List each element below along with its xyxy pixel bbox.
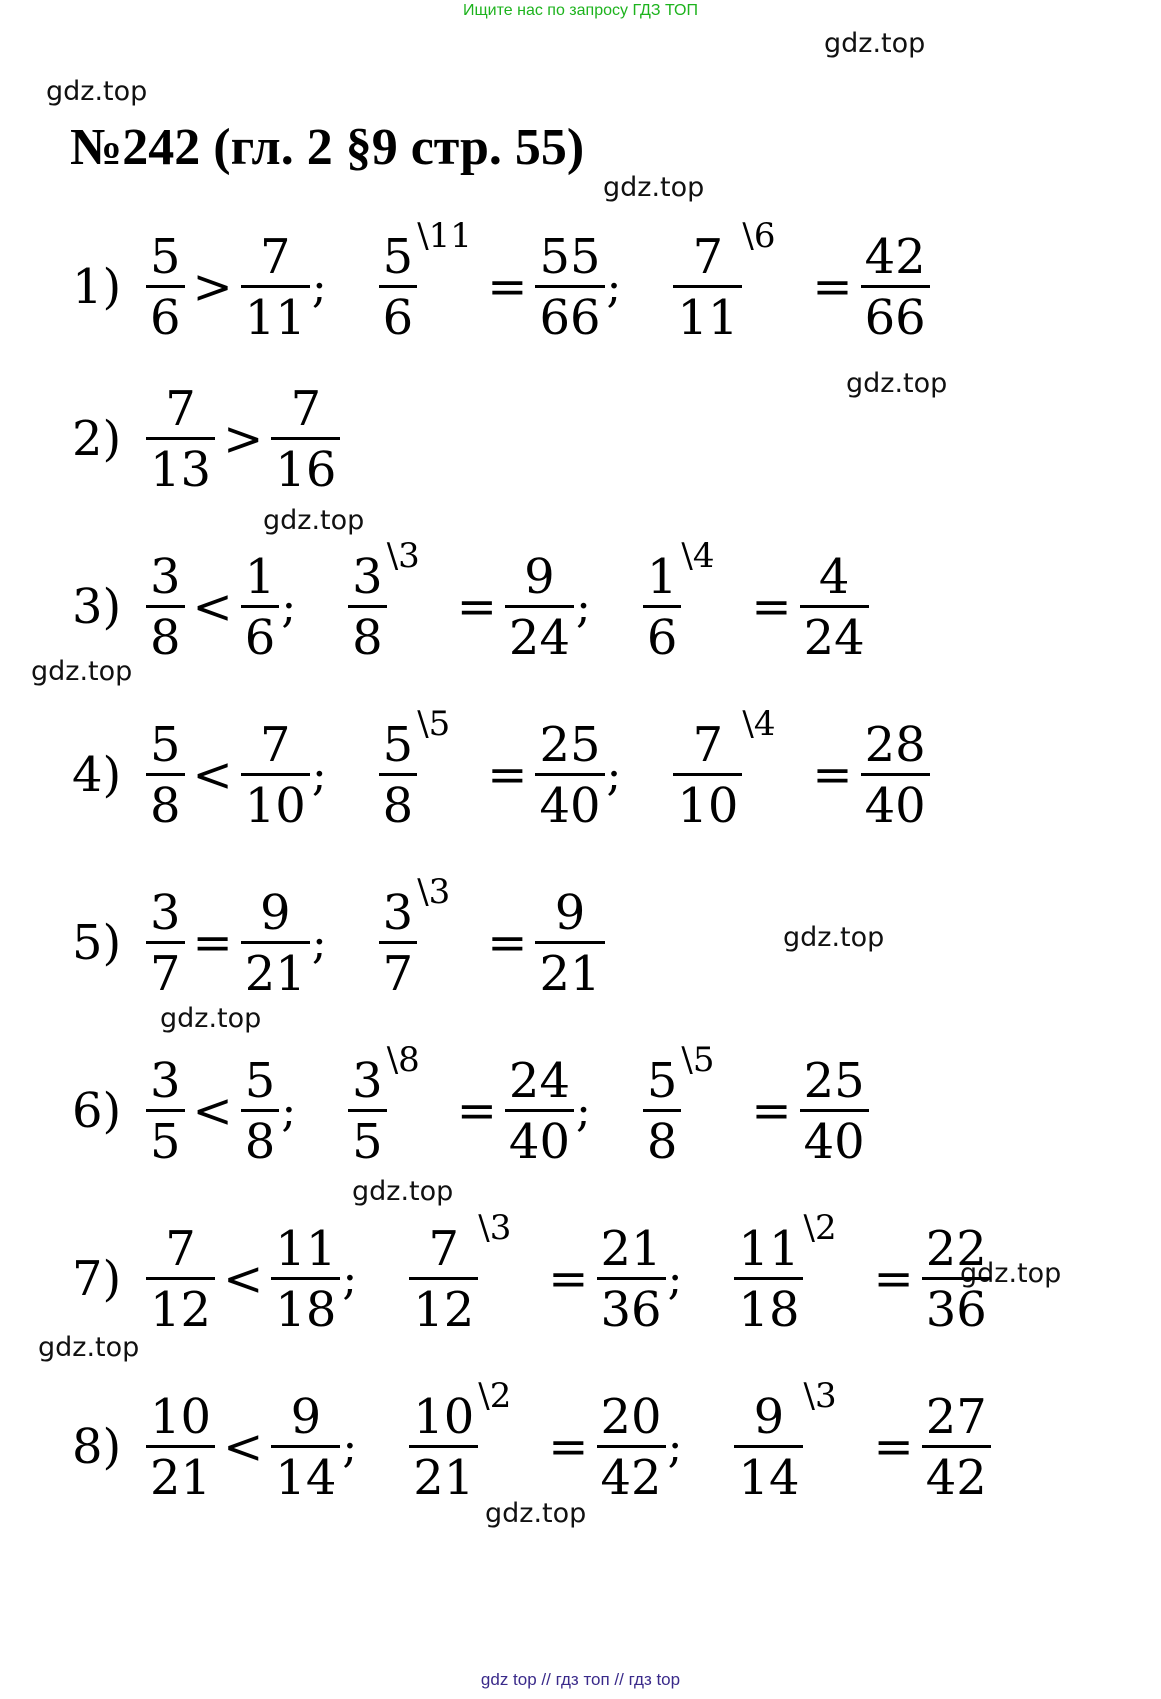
fraction	[673, 215, 776, 346]
result-fraction	[535, 716, 604, 834]
separator: ;	[311, 749, 327, 801]
multiplier: \3	[386, 535, 420, 576]
watermark: gdz.top	[846, 368, 948, 399]
denominator: 8	[643, 1109, 682, 1166]
operator: >	[223, 411, 264, 467]
equals-sign: =	[548, 1251, 589, 1307]
denominator: 21	[241, 941, 310, 998]
fraction	[271, 1220, 340, 1338]
operator: <	[192, 747, 233, 803]
solution-row	[72, 700, 930, 850]
fraction	[241, 548, 280, 666]
denominator: 13	[146, 437, 215, 494]
row-label: 6)	[72, 1083, 122, 1139]
numerator: 42	[864, 228, 926, 285]
equals-sign: =	[548, 1419, 589, 1475]
multiplier: \5	[681, 1039, 715, 1080]
watermark: gdz.top	[263, 505, 365, 536]
operator: >	[192, 259, 233, 315]
numerator: 5	[150, 228, 181, 285]
denominator: 21	[535, 941, 604, 998]
result-fraction	[922, 1388, 991, 1506]
denominator: 10	[241, 773, 310, 830]
result-fraction	[597, 1388, 666, 1506]
numerator: 5	[382, 228, 414, 285]
denominator: 10	[673, 773, 742, 830]
row-label: 7)	[72, 1251, 122, 1307]
fraction	[734, 1207, 837, 1338]
numerator: 1	[646, 548, 678, 605]
equals-sign: =	[751, 1083, 792, 1139]
result-fraction	[535, 228, 604, 346]
denominator: 8	[146, 773, 185, 830]
equals-sign: =	[873, 1251, 914, 1307]
numerator: 11	[275, 1220, 337, 1277]
denominator: 14	[734, 1445, 803, 1502]
row-label: 5)	[72, 915, 122, 971]
numerator: 7	[260, 716, 291, 773]
fraction	[643, 535, 715, 666]
equals-sign: =	[487, 747, 528, 803]
numerator: 5	[150, 716, 181, 773]
fraction	[146, 716, 185, 834]
result-fraction	[922, 1220, 991, 1338]
multiplier: \4	[742, 703, 776, 744]
multiplier: \5	[417, 703, 451, 744]
denominator: 12	[146, 1277, 215, 1334]
multiplier: \4	[681, 535, 715, 576]
separator: ;	[311, 917, 327, 969]
numerator: 10	[413, 1388, 475, 1445]
multiplier: \3	[478, 1207, 512, 1248]
solution-row	[72, 532, 869, 682]
footer-links: gdz top // гдз топ // гдз top	[480, 1670, 681, 1689]
fraction	[241, 228, 310, 346]
fraction	[146, 228, 185, 346]
row-label: 1)	[72, 259, 122, 315]
numerator: 3	[352, 1052, 383, 1109]
fraction	[271, 1388, 340, 1506]
solution-row	[72, 364, 340, 514]
separator: ;	[342, 1253, 358, 1305]
fraction	[146, 1220, 215, 1338]
fraction	[379, 871, 451, 1002]
numerator: 3	[352, 548, 383, 605]
numerator: 3	[150, 1052, 181, 1109]
denominator: 5	[146, 1109, 185, 1166]
fraction	[146, 1052, 185, 1170]
fraction	[241, 716, 310, 834]
multiplier: \2	[478, 1375, 512, 1416]
watermark: gdz.top	[783, 922, 885, 953]
fraction	[146, 380, 215, 498]
equals-sign: =	[456, 579, 497, 635]
page-title: №242 (гл. 2 §9 стр. 55)	[70, 119, 585, 176]
fraction	[348, 535, 420, 666]
fraction	[379, 703, 451, 834]
operator: =	[192, 915, 233, 971]
row-label: 8)	[72, 1419, 122, 1475]
denominator: 8	[379, 773, 418, 830]
numerator: 25	[803, 1052, 865, 1109]
fraction	[348, 1039, 420, 1170]
watermark: gdz.top	[352, 1176, 454, 1207]
numerator: 5	[646, 1052, 678, 1109]
solution-row	[72, 212, 930, 362]
watermark: gdz.top	[38, 1332, 140, 1363]
numerator: 7	[290, 380, 322, 437]
result-fraction	[861, 228, 930, 346]
result-fraction	[505, 1052, 574, 1170]
numerator: 55	[539, 228, 601, 285]
separator: ;	[311, 261, 327, 313]
row-label: 2)	[72, 411, 122, 467]
multiplier: \6	[742, 215, 776, 256]
denominator: 8	[146, 605, 185, 662]
separator: ;	[606, 261, 622, 313]
equals-sign: =	[751, 579, 792, 635]
fraction	[146, 548, 185, 666]
watermark: gdz.top	[603, 172, 705, 203]
row-label: 3)	[72, 579, 122, 635]
watermark: gdz.top	[160, 1003, 262, 1034]
equals-sign: =	[812, 259, 853, 315]
numerator: 7	[165, 1220, 196, 1277]
multiplier: \8	[386, 1039, 420, 1080]
denominator: 24	[800, 605, 869, 662]
result-fraction	[505, 548, 574, 666]
numerator: 25	[539, 716, 601, 773]
numerator: 3	[150, 884, 181, 941]
denominator: 21	[409, 1445, 478, 1502]
numerator: 7	[428, 1220, 460, 1277]
denominator: 6	[379, 285, 418, 342]
denominator: 5	[348, 1109, 387, 1166]
search-banner: Ищите нас по запросу ГДЗ ТОП	[463, 2, 698, 19]
numerator: 9	[524, 548, 555, 605]
denominator: 21	[146, 1445, 215, 1502]
fraction	[734, 1375, 837, 1506]
numerator: 10	[150, 1388, 212, 1445]
denominator: 6	[643, 605, 682, 662]
denominator: 6	[241, 605, 280, 662]
multiplier: \3	[803, 1375, 837, 1416]
numerator: 5	[244, 1052, 276, 1109]
separator: ;	[575, 581, 591, 633]
denominator: 6	[146, 285, 185, 342]
fraction	[146, 1388, 215, 1506]
operator: <	[223, 1419, 264, 1475]
multiplier: \3	[417, 871, 451, 912]
numerator: 27	[925, 1388, 987, 1445]
denominator: 40	[861, 773, 930, 830]
denominator: 66	[535, 285, 604, 342]
fraction	[241, 884, 310, 1002]
result-fraction	[800, 1052, 869, 1170]
operator: <	[192, 579, 233, 635]
equals-sign: =	[487, 259, 528, 315]
denominator: 40	[800, 1109, 869, 1166]
watermark: gdz.top	[46, 76, 148, 107]
row-label: 4)	[72, 747, 122, 803]
equals-sign: =	[873, 1419, 914, 1475]
watermark: gdz.top	[960, 1258, 1062, 1289]
denominator: 11	[241, 285, 310, 342]
numerator: 22	[925, 1220, 987, 1277]
result-fraction	[861, 716, 930, 834]
numerator: 9	[260, 884, 291, 941]
multiplier: \2	[803, 1207, 837, 1248]
result-fraction	[800, 548, 869, 666]
denominator: 7	[146, 941, 185, 998]
separator: ;	[667, 1421, 683, 1473]
numerator: 1	[244, 548, 276, 605]
fraction	[409, 1375, 512, 1506]
equals-sign: =	[812, 747, 853, 803]
separator: ;	[281, 581, 297, 633]
denominator: 66	[861, 285, 930, 342]
denominator: 14	[271, 1445, 340, 1502]
denominator: 36	[597, 1277, 666, 1334]
numerator: 7	[165, 380, 196, 437]
numerator: 7	[692, 228, 724, 285]
denominator: 16	[271, 437, 340, 494]
separator: ;	[667, 1253, 683, 1305]
fraction	[643, 1039, 715, 1170]
denominator: 40	[535, 773, 604, 830]
numerator: 7	[260, 228, 291, 285]
denominator: 40	[505, 1109, 574, 1166]
separator: ;	[342, 1421, 358, 1473]
fraction	[409, 1207, 512, 1338]
fraction	[241, 1052, 280, 1170]
result-fraction	[535, 884, 604, 1002]
separator: ;	[281, 1085, 297, 1137]
numerator: 7	[692, 716, 724, 773]
denominator: 18	[271, 1277, 340, 1334]
equals-sign: =	[487, 915, 528, 971]
denominator: 8	[241, 1109, 280, 1166]
numerator: 9	[753, 1388, 785, 1445]
watermark: gdz.top	[31, 656, 133, 687]
denominator: 7	[379, 941, 418, 998]
numerator: 3	[382, 884, 414, 941]
denominator: 18	[734, 1277, 803, 1334]
denominator: 12	[409, 1277, 478, 1334]
solution-row	[72, 1036, 869, 1186]
numerator: 9	[554, 884, 586, 941]
operator: <	[192, 1083, 233, 1139]
separator: ;	[606, 749, 622, 801]
fraction	[146, 884, 185, 1002]
solution-row	[72, 1204, 991, 1354]
watermark: gdz.top	[824, 28, 926, 59]
solution-row	[72, 868, 605, 1018]
numerator: 21	[600, 1220, 662, 1277]
result-fraction	[597, 1220, 666, 1338]
separator: ;	[575, 1085, 591, 1137]
numerator: 3	[150, 548, 181, 605]
numerator: 11	[738, 1220, 800, 1277]
numerator: 20	[600, 1388, 662, 1445]
fraction	[673, 703, 776, 834]
denominator: 24	[505, 605, 574, 662]
numerator: 24	[508, 1052, 570, 1109]
numerator: 5	[382, 716, 414, 773]
denominator: 8	[348, 605, 387, 662]
fraction	[379, 215, 472, 346]
equals-sign: =	[456, 1083, 497, 1139]
denominator: 36	[922, 1277, 991, 1334]
numerator: 4	[818, 548, 850, 605]
operator: <	[223, 1251, 264, 1307]
denominator: 11	[673, 285, 742, 342]
fraction	[271, 380, 340, 498]
solution-row	[72, 1372, 991, 1522]
numerator: 9	[290, 1388, 322, 1445]
numerator: 28	[864, 716, 926, 773]
denominator: 42	[922, 1445, 991, 1502]
multiplier: \11	[417, 215, 472, 256]
watermark: gdz.top	[485, 1498, 587, 1529]
denominator: 42	[597, 1445, 666, 1502]
